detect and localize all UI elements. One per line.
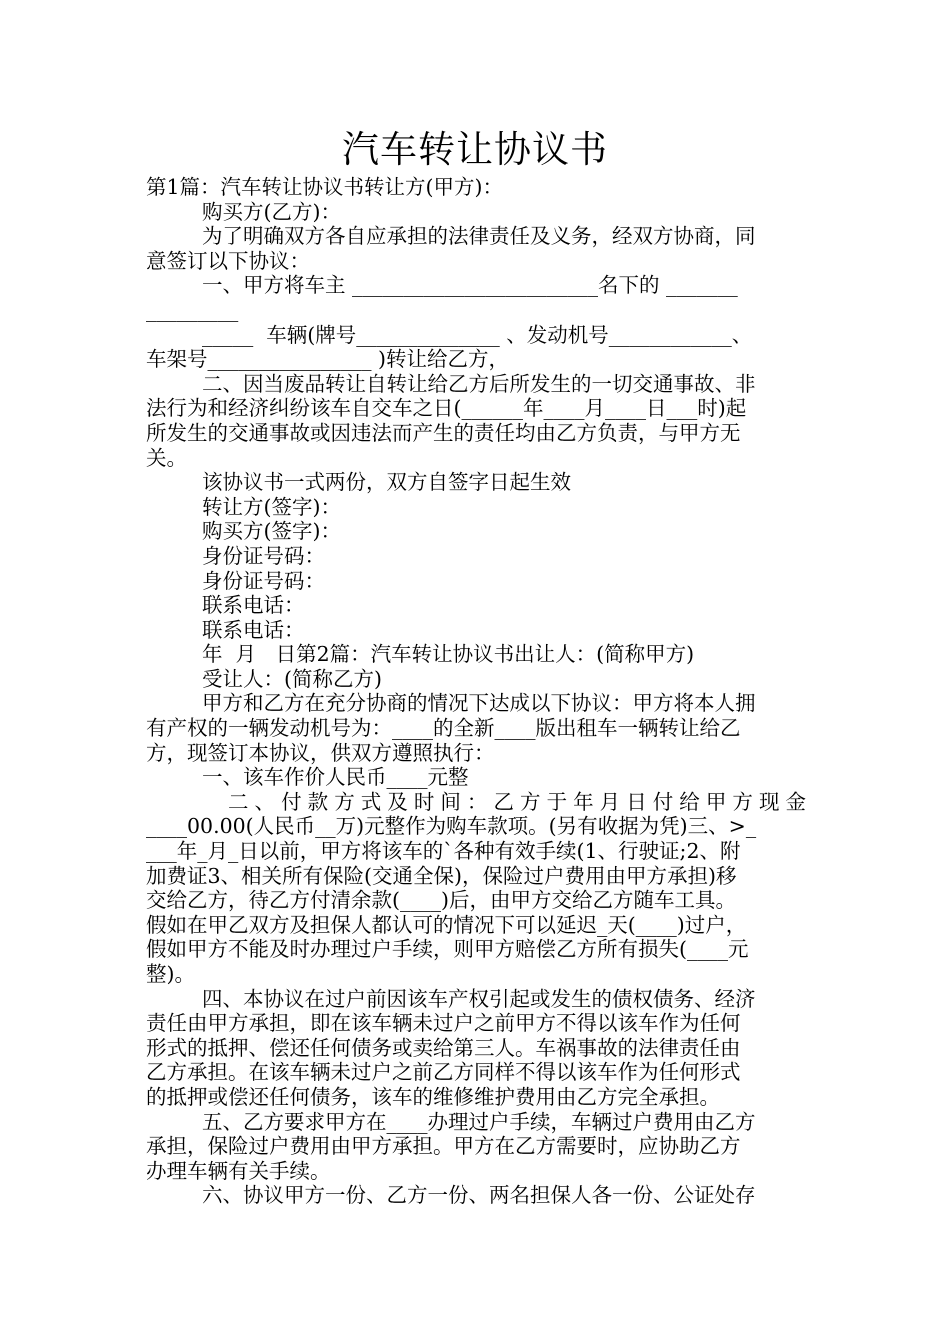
text-line: 联系电话：	[202, 593, 305, 618]
text-line: 购买方(签字)：	[202, 519, 341, 544]
text-line: 责任由甲方承担，即在该车辆未过户之前甲方不得以该车作为任何	[146, 1011, 741, 1036]
text-line: 意签订以下协议：	[146, 248, 310, 273]
text-line: 五、乙方要求甲方在____办理过户手续，车辆过户费用由乙方	[202, 1109, 756, 1134]
text-line: 法行为和经济纠纷该车自交车之日(______年____月____日___时)起	[146, 396, 747, 421]
text-line: 关。	[146, 445, 187, 470]
text-line: 一、甲方将车主 ________________________名下的 _______	[202, 273, 738, 298]
text-line: 办理车辆有关手续。	[146, 1158, 331, 1183]
text-line: 二、付款方式及时间：乙方于年月日付给甲方现金	[228, 789, 806, 814]
text-line: 身份证号码：	[202, 543, 325, 568]
text-line: 形式的抵押、偿还任何债务或卖给第三人。车祸事故的法律责任由	[146, 1035, 741, 1060]
text-line: 身份证号码：	[202, 568, 325, 593]
text-line: 购买方(乙方)：	[202, 199, 341, 224]
text-line: 有产权的一辆发动机号为：____的全新____版出租车一辆转让给乙	[146, 716, 741, 741]
text-line: _____ 车辆(牌号______________ 、发动机号____________、	[202, 322, 753, 347]
text-line: 加费证3、相关所有保险(交通全保)，保险过户费用由甲方承担)移	[146, 863, 737, 888]
text-line: 六、协议甲方一份、乙方一份、两名担保人各一份、公证处存	[202, 1183, 756, 1208]
text-line: 一、该车作价人民币____元整	[202, 765, 469, 790]
text-line: 为了明确双方各自应承担的法律责任及义务，经双方协商，同	[202, 224, 756, 249]
text-line: 转让方(签字)：	[202, 494, 341, 519]
text-line: ____00.00(人民币__万)元整作为购车款项。(另有收据为凭)三、>_	[146, 814, 757, 839]
text-line: 承担，保险过户费用由甲方承担。甲方在乙方需要时，应协助乙方	[146, 1134, 741, 1159]
text-line: 受让人：(简称乙方)	[202, 666, 382, 691]
text-line: 假如甲方不能及时办理过户手续，则甲方赔偿乙方所有损失(____元	[146, 937, 749, 962]
text-line: _________	[146, 297, 239, 322]
document-title: 汽车转让协议书	[342, 128, 608, 171]
text-line: 该协议书一式两份，双方自签字日起生效	[202, 470, 571, 495]
text-line: 所发生的交通事故或因违法而产生的责任均由乙方负责，与甲方无	[146, 420, 741, 445]
text-line: 的抵押或偿还任何债务，该车的维修维护费用由乙方完全承担。	[146, 1084, 720, 1109]
text-line: 甲方和乙方在充分协商的情况下达成以下协议：甲方将本人拥	[202, 691, 756, 716]
text-line: 联系电话：	[202, 617, 305, 642]
text-line: ___年_月_日以前，甲方将该车的`各种有效手续(1、行驶证;2、附	[146, 839, 741, 864]
text-line: 车架号________________ )转让给乙方，	[146, 347, 510, 372]
text-line: 交给乙方，待乙方付清余款(____)后，由甲方交给乙方随车工具。	[146, 888, 736, 913]
document-body	[146, 175, 806, 1208]
text-line: 假如在甲乙双方及担保人都认可的情况下可以延迟_天(____)过户，	[146, 912, 747, 937]
text-line: 乙方承担。在该车辆未过户之前乙方同样不得以该车作为任何形式	[146, 1060, 741, 1085]
text-line: 第1篇：汽车转让协议书转让方(甲方)：	[146, 175, 504, 199]
text-line: 四、本协议在过户前因该车产权引起或发生的债权债务、经济	[202, 986, 756, 1011]
text-line: 整)。	[146, 962, 195, 986]
text-line: 年 月 日第2篇：汽车转让协议书出让人：(简称甲方)	[202, 642, 695, 667]
text-line: 二、因当废品转让自转让给乙方后所发生的一切交通事故、非	[202, 371, 756, 396]
text-line: 方，现签订本协议，供双方遵照执行：	[146, 740, 495, 765]
